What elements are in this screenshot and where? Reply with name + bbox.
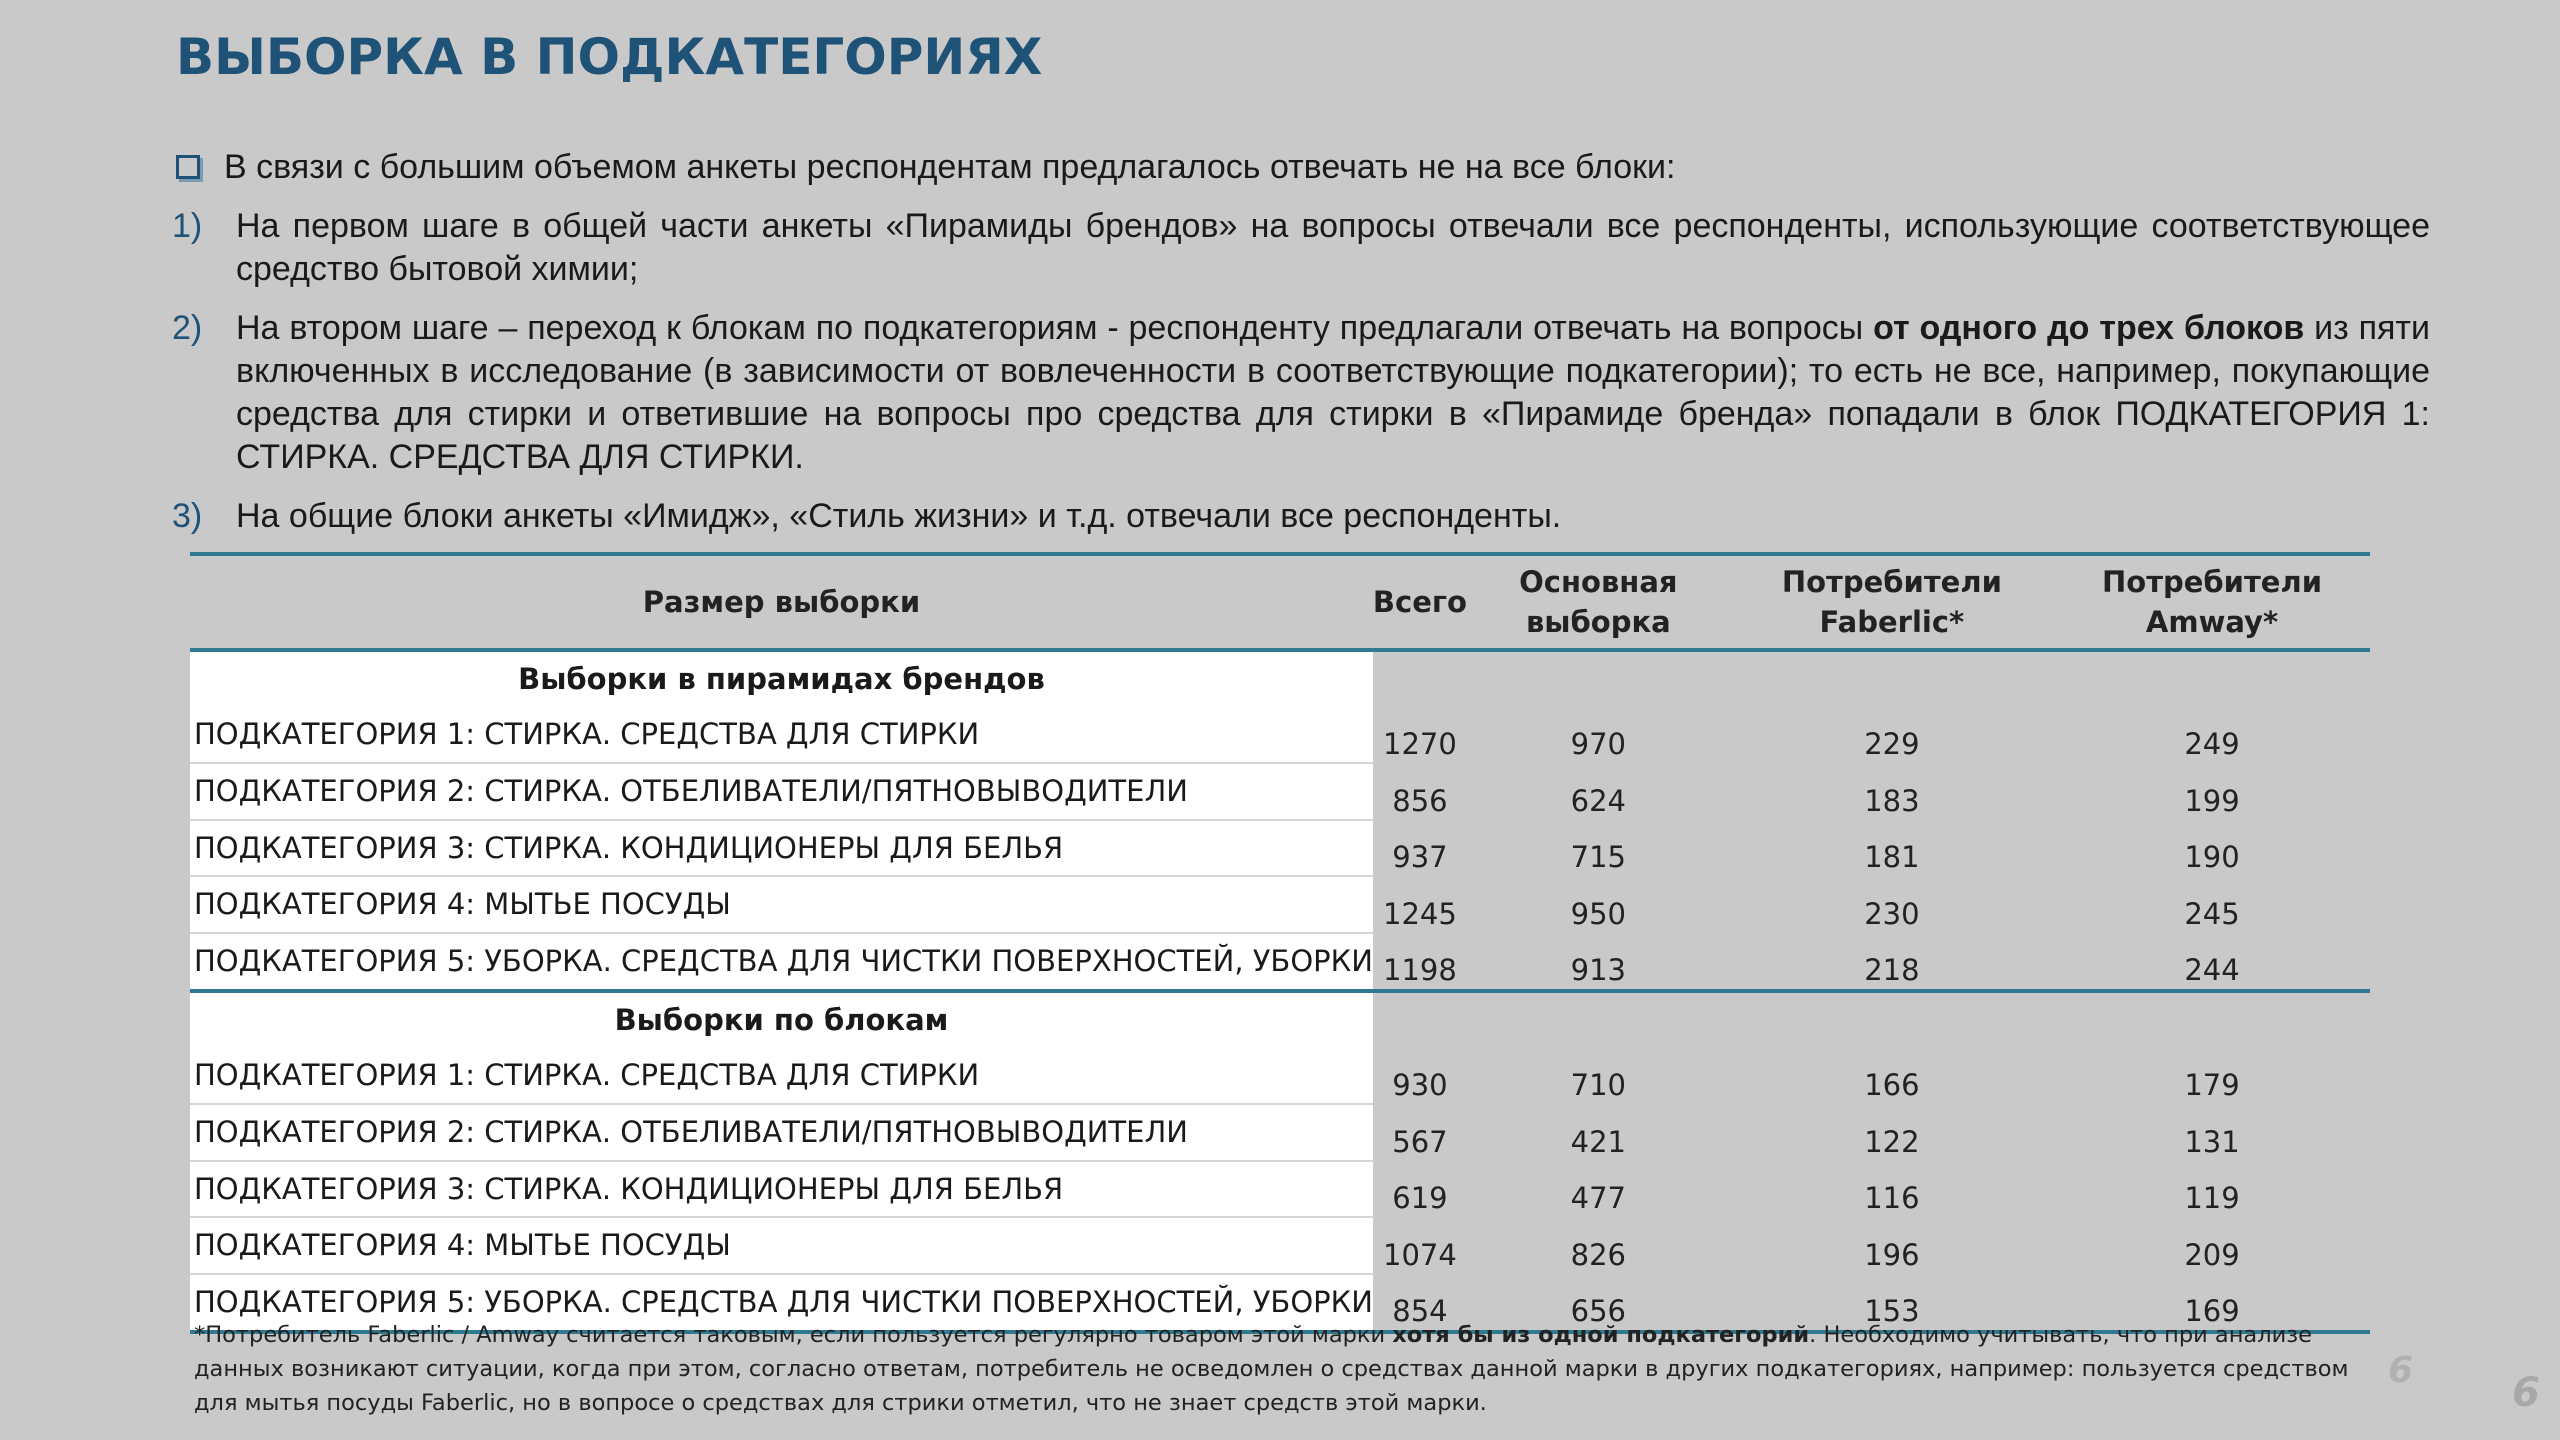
sample-size-table (190, 552, 2370, 1334)
value-cell: 196 (1864, 1237, 1920, 1272)
value-cell: 245 (2184, 896, 2240, 931)
value-cell: 937 (1392, 840, 1448, 874)
list-item-text: На общие блоки анкеты «Имидж», «Стиль жизни» и т.д. отвечали все респонденты. (236, 497, 1562, 535)
intro-bullet (172, 146, 2430, 189)
section-title: Выборки в пирамидах брендов (190, 650, 1373, 707)
value-cell: 567 (1392, 1124, 1448, 1159)
value-cell: 856 (1392, 783, 1448, 818)
row-label: ПОДКАТЕГОРИЯ 3: СТИРКА. КОНДИЦИОНЕРЫ ДЛЯ БЕЛЬЯ (190, 1161, 1373, 1218)
value-cell: 183 (1864, 783, 1920, 818)
value-cell: 950 (1570, 896, 1627, 931)
table-row (190, 1161, 2370, 1218)
value-cell: 477 (1570, 1181, 1627, 1215)
table-row (190, 1104, 2370, 1161)
column-header: Потребители Amway* (2054, 554, 2370, 650)
value-cell: 229 (1864, 727, 1920, 761)
row-label: ПОДКАТЕГОРИЯ 4: МЫТЬЕ ПОСУДЫ (190, 1217, 1373, 1274)
value-cell: 826 (1570, 1237, 1627, 1272)
empty-cell (1730, 650, 2054, 707)
table-row (190, 763, 2370, 820)
body-text (172, 146, 2430, 554)
value-cell: 190 (2184, 840, 2240, 874)
value-cell: 131 (2184, 1124, 2240, 1159)
value-cell: 913 (1467, 933, 1730, 992)
value-cell: 166 (1864, 1068, 1920, 1102)
row-label: ПОДКАТЕГОРИЯ 1: СТИРКА. СРЕДСТВА ДЛЯ СТИРКИ (190, 1048, 1373, 1105)
row-label: ПОДКАТЕГОРИЯ 3: СТИРКА. КОНДИЦИОНЕРЫ ДЛЯ БЕЛЬЯ (190, 820, 1373, 877)
empty-cell (1373, 650, 1467, 707)
table-row (190, 1048, 2370, 1105)
empty-cell (2054, 650, 2370, 707)
page-number-corner: 6 (2512, 1370, 2540, 1416)
list-number: 1) (172, 207, 203, 245)
list-item (172, 205, 2430, 291)
value-cell: 116 (1864, 1181, 1920, 1215)
value-cell: 209 (2184, 1237, 2240, 1272)
empty-cell (1467, 650, 1730, 707)
row-label: ПОДКАТЕГОРИЯ 2: СТИРКА. ОТБЕЛИВАТЕЛИ/ПЯТНОВЫВОДИТЕЛИ (190, 1104, 1373, 1161)
column-header: Всего (1373, 554, 1467, 650)
row-label: ПОДКАТЕГОРИЯ 5: УБОРКА. СРЕДСТВА ДЛЯ ЧИСТКИ ПОВЕРХНОСТЕЙ, УБОРКИ (190, 933, 1373, 992)
value-cell: 122 (1864, 1124, 1920, 1159)
empty-cell (1373, 991, 1467, 1048)
square-bullet-icon (176, 155, 200, 179)
row-label: ПОДКАТЕГОРИЯ 5: УБОРКА. СРЕДСТВА ДЛЯ ЧИСТКИ ПОВЕРХНОСТЕЙ, УБОРКИ (190, 1274, 1373, 1333)
page-number: 6 (2388, 1350, 2414, 1391)
emphasis-text: от одного до трех блоков (1873, 309, 2305, 347)
table-section-row (190, 650, 2370, 707)
value-cell: 624 (1570, 783, 1627, 818)
value-cell: 1245 (1383, 896, 1457, 931)
value-cell: 249 (2184, 727, 2240, 761)
empty-cell (1730, 991, 2054, 1048)
empty-cell (1467, 991, 1730, 1048)
row-label: ПОДКАТЕГОРИЯ 1: СТИРКА. СРЕДСТВА ДЛЯ СТИРКИ (190, 707, 1373, 764)
value-cell: 1074 (1383, 1237, 1457, 1272)
value-cell: 619 (1392, 1181, 1448, 1215)
table-row (190, 876, 2370, 933)
table-section-row (190, 991, 2370, 1048)
table-header-row (190, 554, 2370, 650)
list-item-text: На первом шаге в общей части анкеты «Пирамиды брендов» на вопросы отвечали все респонденты, использующие соответствующее средство бытовой химии; (236, 207, 2430, 288)
table-row (190, 820, 2370, 877)
value-cell: 230 (1864, 896, 1920, 931)
list-number: 2) (172, 309, 203, 347)
list-item (172, 495, 2430, 538)
value-cell: 930 (1392, 1068, 1448, 1102)
list-item (172, 307, 2430, 479)
value-cell: 715 (1570, 840, 1627, 874)
table-row (190, 707, 2370, 764)
value-cell: 119 (2184, 1181, 2240, 1215)
column-header: Потребители Faberlic* (1730, 554, 2054, 650)
page-title: ВЫБОРКА В ПОДКАТЕГОРИЯХ (176, 28, 1043, 86)
empty-cell (2054, 991, 2370, 1048)
value-cell: 169 (2054, 1274, 2370, 1333)
value-cell: 153 (1730, 1274, 2054, 1333)
table-row (190, 1217, 2370, 1274)
value-cell: 1270 (1383, 727, 1457, 761)
row-label: ПОДКАТЕГОРИЯ 2: СТИРКА. ОТБЕЛИВАТЕЛИ/ПЯТНОВЫВОДИТЕЛИ (190, 763, 1373, 820)
value-cell: 218 (1730, 933, 2054, 992)
value-cell: 854 (1373, 1274, 1467, 1333)
value-cell: 1198 (1373, 933, 1467, 992)
list-number: 3) (172, 497, 203, 535)
value-cell: 199 (2184, 783, 2240, 818)
value-cell: 244 (2054, 933, 2370, 992)
value-cell: 970 (1570, 727, 1627, 761)
column-header: Основная выборка (1467, 554, 1730, 650)
list-item-text: На втором шаге – переход к блокам по подкатегориям - респонденту предлагали отвечать на вопросы от одного до трех блоков из пяти включенных в исследование (в зависимости от вовлеченности в соответствующие подкатегории); то есть не все, например, покупающие средства для стирки и ответившие на вопросы про средства для стирки в «Пирамиде бренда» попадали в блок ПОДКАТЕГОРИЯ 1: СТИРКА. СРЕДСТВА ДЛЯ СТИРКИ. (236, 309, 2430, 476)
footnote: *Потребитель Faberlic / Amway считается таковым, если пользуется регулярно товаром этой марки хотя бы из одной подкатегорий. Необходимо учитывать, что при анализе данных возникают ситуации, когда при этом, согласно ответам, потребитель не осведомлен о средствах данной марки в других подкатегориях, например: пользуется средством для мытья посуды Faberlic, но в вопросе о средствах для стрики отметил, что не знает средств этой марки. (194, 1322, 2349, 1416)
table-row (190, 933, 2370, 992)
column-header: Размер выборки (190, 554, 1373, 650)
intro-text: В связи с большим объемом анкеты респондентам предлагалось отвечать не на все блоки: (224, 148, 1676, 186)
value-cell: 656 (1467, 1274, 1730, 1333)
value-cell: 710 (1570, 1068, 1627, 1102)
value-cell: 179 (2184, 1068, 2240, 1102)
value-cell: 181 (1864, 840, 1920, 874)
value-cell: 421 (1570, 1124, 1627, 1159)
section-title: Выборки по блокам (190, 991, 1373, 1048)
row-label: ПОДКАТЕГОРИЯ 4: МЫТЬЕ ПОСУДЫ (190, 876, 1373, 933)
